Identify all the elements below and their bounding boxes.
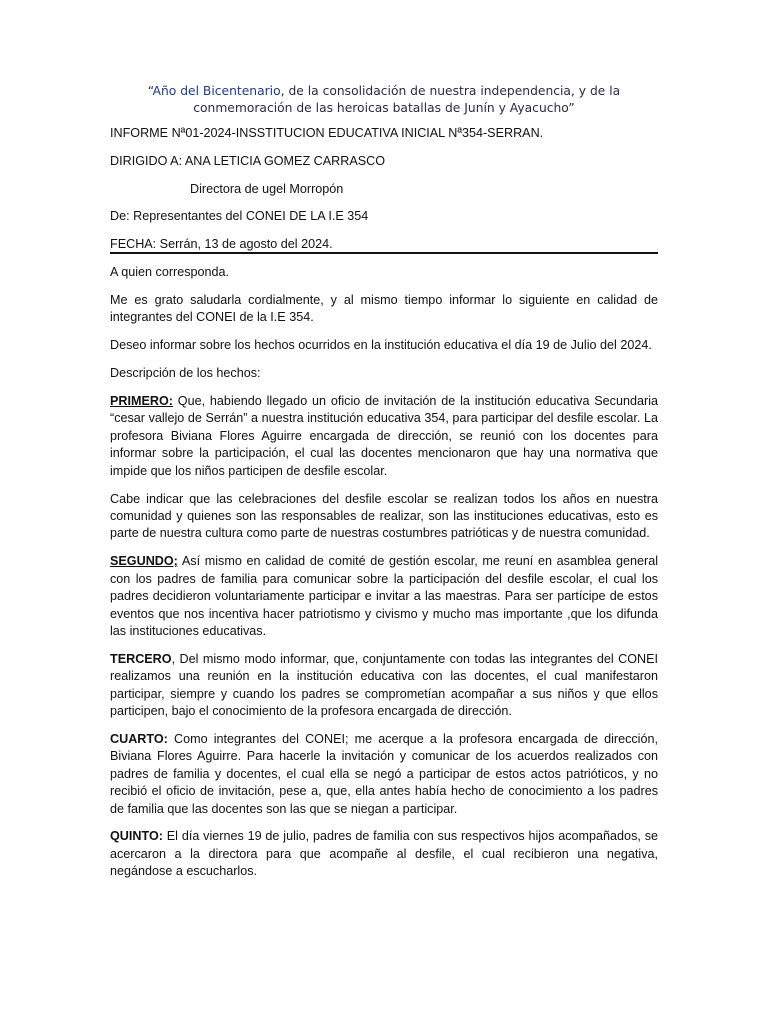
motto-highlight: Año del Bicentenario	[152, 84, 281, 98]
label-segundo: SEGUNDO;	[110, 554, 178, 569]
sender: De: Representantes del CONEI DE LA I.E 354	[110, 209, 369, 223]
paragraph-purpose: Deseo informar sobre los hechos ocurridos en la institución educativa el día 19 de Julio del 2024.	[110, 338, 652, 353]
addressee-title: Directora de ugel Morropón	[190, 182, 344, 196]
text-primero: Que, habiendo llegado un oficio de invitación de la institución educativa Secundaria “cesar vallejo de Serrán” a nuestra institución educativa 354, para participar del desfile escolar. La profesora Biviana Flores Aguirre encargada de dirección, se reunió con los docentes para informar sobre la participación, el cual las docentes mencionaron que hay una normativa que impide que los niños participen de desfile escolar.	[110, 394, 658, 478]
text-tercero: , Del mismo modo informar, que, conjuntamente con todas las integrantes del CONEI realizamos una reunión en la institución educativa con las docentes, el cual manifestaron participar, siempre y cuando los padres se comprometían acompañar a sus niños y que ellos participen, bajo el conocimiento de la profesora encargada de dirección.	[110, 651, 658, 719]
report-number: INFORME Nª01-2024-INSSTITUCION EDUCATIVA INICIAL Nª354-SERRAN.	[110, 126, 544, 140]
label-tercero: TERCERO	[110, 651, 172, 666]
report-body	[110, 264, 658, 891]
year-motto	[110, 83, 658, 117]
paragraph-facts-heading: Descripción de los hechos:	[110, 366, 261, 381]
header-divider	[110, 252, 658, 254]
paragraph-primero	[110, 393, 658, 480]
motto-open-quote: “	[147, 84, 153, 98]
motto-rest: , de la consolidación de nuestra independencia, y de la conmemoración de las heroicas batallas de Junín y Ayacucho”	[193, 84, 621, 115]
addressee: DIRIGIDO A: ANA LETICIA GOMEZ CARRASCO	[110, 154, 386, 168]
paragraph-greeting: Me es grato saludarla cordialmente, y al mismo tiempo informar lo siguiente en calidad de integrantes del CONEI de la I.E 354.	[110, 292, 658, 325]
paragraph-quinto	[110, 828, 658, 880]
paragraph-segundo	[110, 553, 658, 640]
text-quinto: El día viernes 19 de julio, padres de familia con sus respectivos hijos acompañados, se acercaron a la directora para que acompañe al desfile, el cual recibieron una negativa, negándose a escucharlos.	[110, 829, 658, 879]
text-segundo: Así mismo en calidad de comité de gestión escolar, me reuní en asamblea general con los padres de familia para comunicar sobre la participación del desfile escolar, el cual los padres decidieron voluntariamente participar e invitar a las maestras. Para ser partícipe de estos eventos que nos incentiva hacer patriotismo y civismo y mucho mas importante ,que los difunda las instituciones educativas.	[110, 554, 658, 638]
salutation: A quien corresponda.	[110, 265, 230, 279]
paragraph-cuarto	[110, 731, 658, 818]
paragraph-context: Cabe indicar que las celebraciones del desfile escolar se realizan todos los años en nuestra comunidad y quienes son las responsables de realizar, son las instituciones educativas, esto es parte de nuestra cultura como parte de nuestras costumbres patrióticas y de nuestra comunidad.	[110, 491, 658, 541]
label-primero: PRIMERO:	[110, 394, 173, 409]
report-date: FECHA: Serrán, 13 de agosto del 2024.	[110, 237, 333, 251]
text-cuarto: Como integrantes del CONEI; me acerque a la profesora encargada de dirección, Biviana Flores Aguirre. Para hacerle la invitación y comunicar de los acuerdos realizados con padres de familia y docentes, el cual ella se negó a participar de estos actos patrióticos, y no recibió el oficio de invitación, pese a, que, ella antes había hecho de conocimiento a los padres de familia que las docentes son las que se niegan a participar.	[110, 731, 658, 816]
label-cuarto: CUARTO:	[110, 731, 168, 746]
paragraph-tercero	[110, 651, 658, 721]
label-quinto: QUINTO:	[110, 829, 163, 844]
